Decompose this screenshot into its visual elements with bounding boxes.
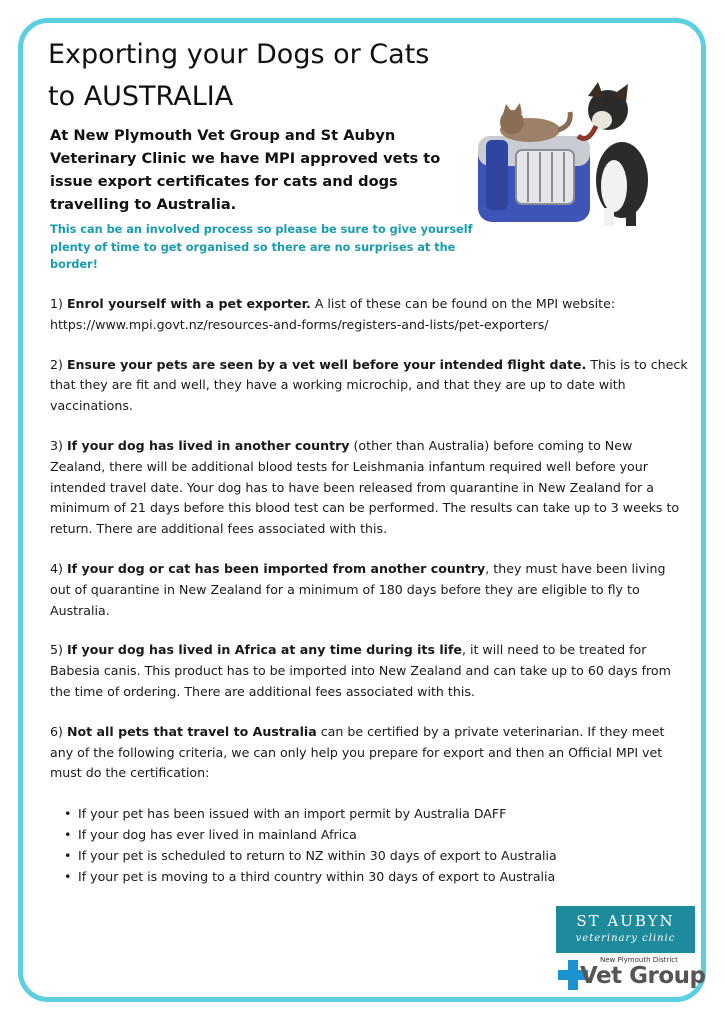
intro-text: At New Plymouth Vet Group and St Aubyn Veterinary Clinic we have MPI approved vets to issue export certificates for cats and dogs travelling to Australia. [50, 127, 441, 213]
vet-group-wordmark: Vet Group [580, 963, 706, 989]
certification-criteria-list [50, 803, 690, 887]
step-body: can be certified by a private veterinarian. If they meet any of the following criteria, we can only help you prepare for export and then an Official MPI vet must do the certification: [50, 723, 665, 781]
step-body: (other than Australia) before coming to New Zealand, there will be additional blood tests for Leishmania infantum required well before your intended travel date. Your dog has to have been released from quarantine in New Zealand for a minimum of 21 days before this blood test can be performed. The results can take up to 3 weeks to return. There are additional fees associated with this. [50, 437, 680, 537]
title-line-2: to AUSTRALIA [48, 81, 234, 112]
step-heading: Ensure your pets are seen by a vet well before your intended flight date. [66, 356, 587, 372]
step-number: 4) [50, 560, 63, 576]
step-heading: Not all pets that travel to Australia [66, 723, 317, 739]
list-item: • If your pet has been issued with an import permit by Australia DAFF [78, 803, 690, 824]
list-item: • If your pet is moving to a third country within 30 days of export to Australia [78, 866, 690, 887]
step-heading: Enrol yourself with a pet exporter. [66, 296, 311, 311]
step-number: 2) [50, 356, 63, 372]
step-5 [50, 640, 690, 702]
step-body: , they must have been living out of quarantine in New Zealand for a minimum of 180 days before they are eligible to fly to Australia. [50, 560, 666, 618]
vet-group-district: New Plymouth District [600, 956, 678, 964]
note-text: This can be an involved process so please be sure to give yourself plenty of time to get organised so there are no surprises at the border! [50, 223, 473, 271]
step-number: 1) [50, 296, 63, 311]
list-item: • If your pet is scheduled to return to NZ within 30 days of export to Australia [78, 845, 690, 866]
step-body: A list of these can be found on the MPI website: https://www.mpi.govt.nz/resources-and-forms/registers-and-lists/pet-exporters/ [50, 296, 616, 332]
vet-group-logo [556, 956, 706, 992]
steps-list [50, 294, 690, 887]
title-line-1: Exporting your Dogs or Cats [48, 39, 430, 70]
step-3 [50, 436, 690, 540]
step-1 [50, 294, 690, 336]
step-heading: If your dog has lived in another country [66, 437, 350, 453]
list-item: • If your dog has ever lived in mainland Africa [78, 824, 690, 845]
step-heading: If your dog has lived in Africa at any time during its life [66, 642, 462, 658]
step-number: 5) [50, 642, 63, 658]
step-number: 3) [50, 437, 63, 453]
st-aubyn-logo [556, 906, 695, 953]
cat-and-dog-with-pet-carrier-illustration [472, 80, 662, 230]
page-title [48, 34, 468, 118]
step-heading: If your dog or cat has been imported from another country [66, 560, 486, 576]
step-2 [50, 355, 690, 417]
step-body: This is to check that they are fit and well, they have a working microchip, and that they are up to date with vaccinations. [50, 356, 688, 414]
st-aubyn-logo-subtitle: veterinary clinic [575, 933, 676, 944]
step-number: 6) [50, 723, 63, 739]
step-6 [50, 722, 690, 784]
step-4 [50, 559, 690, 621]
st-aubyn-logo-name: ST AUBYN [576, 912, 675, 930]
step-body: , it will need to be treated for Babesia canis. This product has to be imported into New Zealand and can take up to 60 days from the time of ordering. There are additional fees associated with this. [50, 642, 671, 699]
